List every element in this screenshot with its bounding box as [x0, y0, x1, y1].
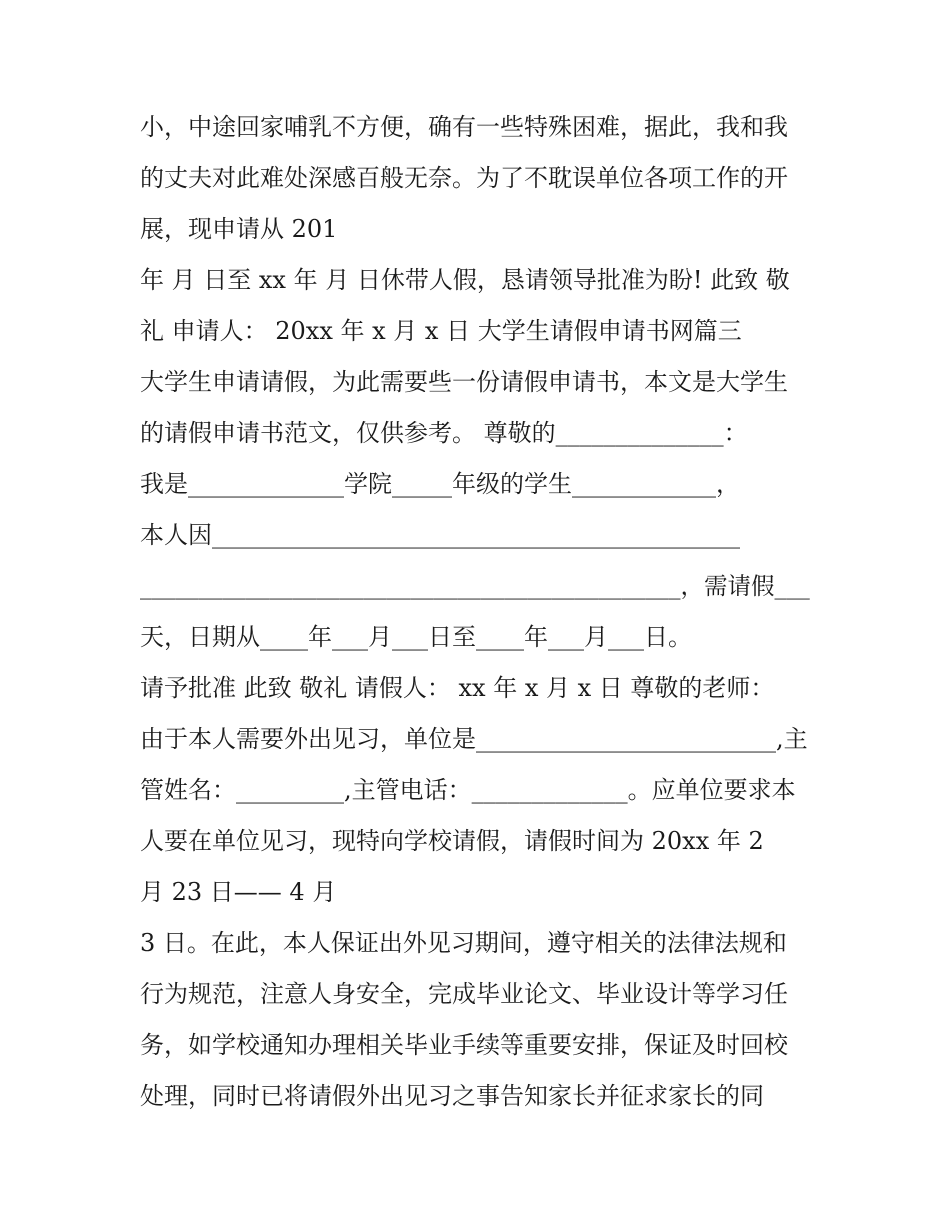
text-line: 我是_____________学院_____年级的学生____________，	[140, 470, 740, 498]
text-line: 由于本人需要外出见习，单位是_________________________,主	[140, 725, 808, 753]
text-line: 小，中途回家哺乳不方便，确有一些特殊困难，据此，我和我	[140, 113, 788, 141]
text-line: 务，如学校通知办理相关毕业手续等重要安排，保证及时回校	[140, 1031, 788, 1059]
text-line: 大学生申请请假，为此需要些一份请假申请书，本文是大学生	[140, 368, 788, 396]
text-line: 月 23 日—— 4 月	[140, 878, 337, 906]
document-body	[140, 102, 820, 1122]
text-line: 3 日。在此，本人保证出外见习期间，遵守相关的法律法规和	[140, 929, 787, 957]
text-line: 处理，同时已将请假外出见习之事告知家长并征求家长的同	[140, 1082, 764, 1110]
text-line: ______________________________________________，需请假___	[140, 572, 810, 600]
text-line: 管姓名：_________,主管电话：_____________。应单位要求本	[140, 776, 796, 804]
text-line: 的请假申请书范文，仅供参考。 尊敬的______________：	[140, 419, 748, 447]
text-line: 请予批准 此致 敬礼 请假人： xx 年 x 月 x 日 尊敬的老师：	[140, 674, 775, 702]
text-line: 人要在单位见习，现特向学校请假，请假时间为 20xx 年 2	[140, 827, 764, 855]
text-line: 行为规范，注意人身安全，完成毕业论文、毕业设计等学习任	[140, 980, 788, 1008]
text-line: 本人因____________________________________________	[140, 521, 740, 549]
text-line: 的丈夫对此难处深感百般无奈。为了不耽误单位各项工作的开	[140, 164, 788, 192]
text-line: 年 月 日至 xx 年 月 日休带人假，恳请领导批准为盼! 此致 敬	[140, 266, 790, 294]
text-line: 礼 申请人： 20xx 年 x 月 x 日 大学生请假申请书网篇三	[140, 317, 742, 345]
text-line: 展，现申请从 201	[140, 215, 338, 243]
text-line: 天，日期从____年___月___日至____年___月___日。	[140, 623, 692, 651]
